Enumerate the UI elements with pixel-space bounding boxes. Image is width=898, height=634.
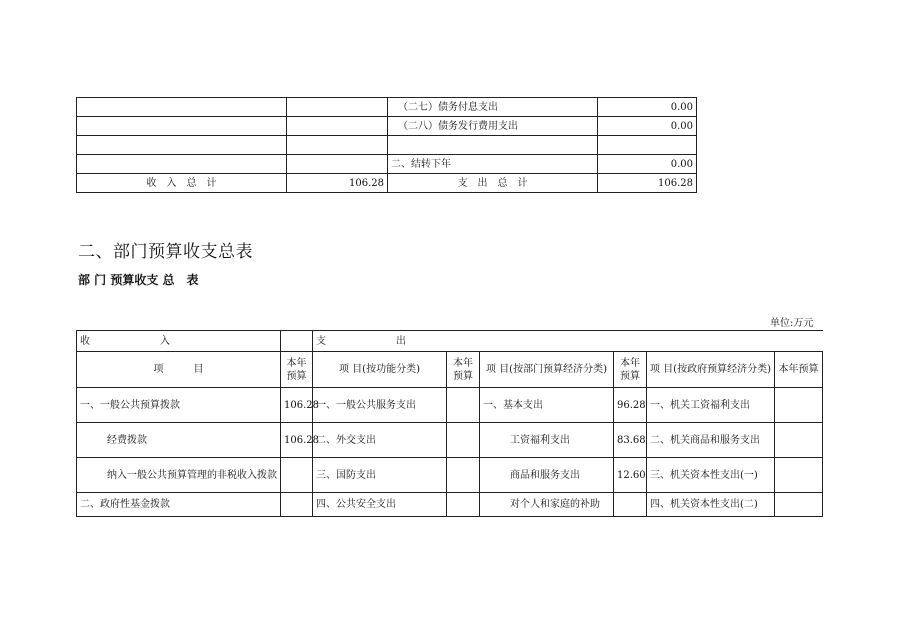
table-cell: 纳入一般公共预算管理的非税收入拨款 — [77, 458, 281, 493]
table-cell — [775, 458, 823, 493]
table-cell: 三、国防支出 — [313, 458, 447, 493]
table-header-row — [77, 352, 823, 388]
table-cell: 对个人和家庭的补助 — [480, 493, 614, 517]
column-header: 项 目(按部门预算经济分类) — [480, 352, 614, 388]
table-cell: （二七）债务付息支出 — [388, 98, 598, 117]
table-row — [77, 423, 823, 458]
table-cell — [287, 117, 388, 136]
table-row — [77, 155, 697, 174]
table-cell: 四、机关资本性支出(二) — [647, 493, 775, 517]
table-cell: 一、机关工资福利支出 — [647, 388, 775, 423]
column-header: 本年预算 — [614, 352, 647, 388]
table-cell — [447, 423, 480, 458]
table-cell: （二八）债务发行费用支出 — [388, 117, 598, 136]
table-cell: 三、机关资本性支出(一) — [647, 458, 775, 493]
table-cell: 经费拨款 — [77, 423, 281, 458]
table-cell: 二、机关商品和服务支出 — [647, 423, 775, 458]
table-cell — [447, 493, 480, 517]
expense-total-value: 106.28 — [598, 174, 697, 193]
table-cell — [281, 331, 313, 352]
expense-total-label: 支 出 总 计 — [388, 174, 598, 193]
table-cell: 12.60 — [614, 458, 647, 493]
table-cell — [614, 493, 647, 517]
table-cell: 二、结转下年 — [388, 155, 598, 174]
table-cell — [281, 493, 313, 517]
table-cell: 二、外交支出 — [313, 423, 447, 458]
table-cell: 一、一般公共预算拨款 — [77, 388, 281, 423]
table-cell — [598, 136, 697, 155]
table-title: 部 门 预算收支 总 表 — [78, 273, 199, 287]
table-cell: 一、一般公共服务支出 — [313, 388, 447, 423]
expense-header: 支 出 — [313, 331, 823, 352]
table-cell — [77, 117, 287, 136]
table-cell — [447, 388, 480, 423]
table-cell — [77, 98, 287, 117]
column-header: 本年预算 — [447, 352, 480, 388]
column-header: 本年预算 — [775, 352, 823, 388]
column-header: 项 目 — [77, 352, 281, 388]
section-heading: 二、部门预算收支总表 — [78, 242, 253, 262]
table-row — [77, 493, 823, 517]
table-row — [77, 388, 823, 423]
income-total-label: 收 入 总 计 — [77, 174, 287, 193]
table-cell — [287, 155, 388, 174]
table-cell: 0.00 — [598, 155, 697, 174]
income-total-value: 106.28 — [287, 174, 388, 193]
table-cell: 一、基本支出 — [480, 388, 614, 423]
table-cell: 83.68 — [614, 423, 647, 458]
table-row — [77, 117, 697, 136]
table-cell — [77, 136, 287, 155]
table-cell: 106.28 — [281, 423, 313, 458]
department-budget-summary-table — [76, 330, 823, 517]
table-row — [77, 136, 697, 155]
table-cell — [388, 136, 598, 155]
table-cell — [775, 493, 823, 517]
table-header-row — [77, 331, 823, 352]
column-header: 项 目(按政府预算经济分类) — [647, 352, 775, 388]
table-cell: 二、政府性基金拨款 — [77, 493, 281, 517]
table-cell: 工资福利支出 — [480, 423, 614, 458]
table-cell — [775, 388, 823, 423]
table-cell: 商品和服务支出 — [480, 458, 614, 493]
unit-label: 单位:万元 — [770, 318, 814, 329]
table-cell — [287, 136, 388, 155]
totals-row — [77, 174, 697, 193]
table-cell: 0.00 — [598, 117, 697, 136]
table-row — [77, 98, 697, 117]
income-header: 收 入 — [77, 331, 281, 352]
income-expense-summary-table — [76, 97, 697, 193]
column-header: 本年预算 — [281, 352, 313, 388]
table-row — [77, 458, 823, 493]
table-cell: 0.00 — [598, 98, 697, 117]
table-cell: 四、公共安全支出 — [313, 493, 447, 517]
table-cell — [281, 458, 313, 493]
column-header: 项 目(按功能分类) — [313, 352, 447, 388]
table-cell — [77, 155, 287, 174]
table-cell — [287, 98, 388, 117]
table-cell: 106.28 — [281, 388, 313, 423]
table-cell — [447, 458, 480, 493]
table-cell: 96.28 — [614, 388, 647, 423]
table-cell — [775, 423, 823, 458]
